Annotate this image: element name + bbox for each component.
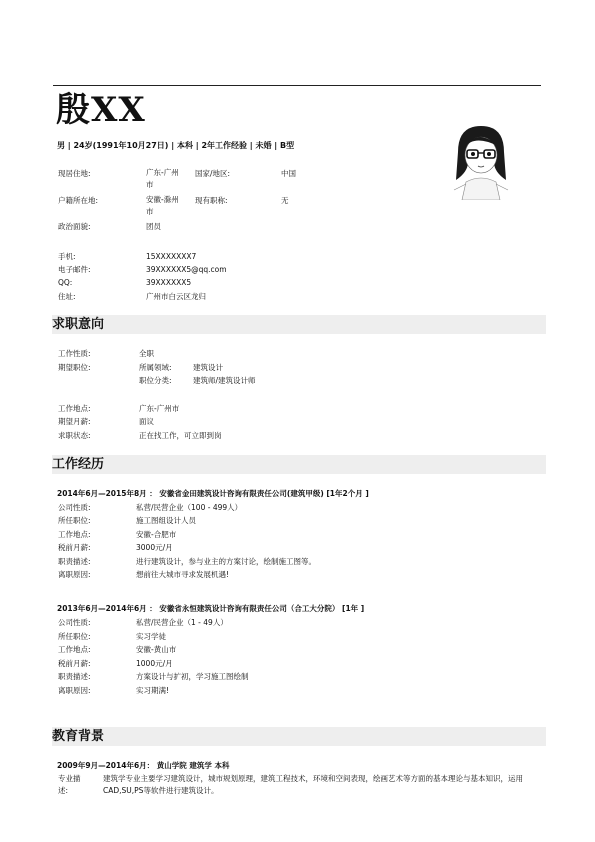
residence-label: 现居住地: (58, 169, 91, 178)
phone-label: 手机: (58, 252, 76, 261)
hukou-label: 户籍所在地: (58, 196, 99, 205)
expected-salary-label: 期望月薪: (58, 417, 91, 426)
work-type-value: 全职 (139, 349, 154, 358)
job-status-label: 求职状态: (58, 431, 91, 440)
work-type-label: 工作性质: (58, 349, 91, 358)
job-status-value: 正在找工作，可立即到岗 (139, 431, 222, 440)
job-salary-value: 1000元/月 (136, 659, 173, 668)
job-duty-value: 进行建筑设计，参与业主的方案讨论，绘制施工图等。 (136, 557, 316, 566)
job-position-label: 所任职位: (58, 516, 91, 525)
job-leave-value: 想前往大城市寻求发展机遇! (136, 570, 230, 579)
profile-summary: 男 | 24岁(1991年10月27日) | 本科 | 2年工作经验 | 未婚 | B型 (57, 141, 295, 150)
expected-salary-value: 面议 (139, 417, 154, 426)
residence-value: 广东-广州市 (146, 168, 179, 189)
section-work-experience (52, 455, 546, 474)
address-label: 住址: (58, 292, 76, 301)
email-value[interactable]: 39XXXXXX5@qq.com (146, 265, 227, 274)
politics-label: 政治面貌: (58, 222, 91, 231)
qq-value: 39XXXXXX5 (146, 278, 192, 287)
phone-value: 15XXXXXXX7 (146, 252, 197, 261)
job-leave-value: 实习期满! (136, 686, 170, 695)
professional-title-value: 无 (281, 196, 289, 205)
section-heading: 工作经历 (52, 457, 105, 472)
cartoon-girl-avatar-icon (454, 126, 508, 200)
country-value: 中国 (281, 169, 296, 178)
job-leave-label: 离职原因: (58, 686, 91, 695)
education-title: 2009年9月—2014年6月： 黄山学院 建筑学 本科 (57, 761, 230, 770)
country-label: 国家/地区: (195, 169, 231, 178)
professional-title-label: 现有职称: (195, 196, 228, 205)
job-location-label: 工作地点: (58, 645, 91, 654)
header-rule (53, 85, 541, 86)
section-education (52, 727, 546, 746)
politics-value: 团员 (146, 222, 161, 231)
section-job-intent (52, 315, 546, 334)
job-duty-label: 职责描述: (58, 557, 91, 566)
email-label: 电子邮件: (58, 265, 91, 274)
education-desc-label: 专业描述: (58, 774, 81, 795)
job-nature-value: 私营/民营企业（1 - 49人） (136, 618, 228, 627)
job-salary-value: 3000元/月 (136, 543, 173, 552)
job-location-value: 安徽-合肥市 (136, 530, 177, 539)
section-heading: 教育背景 (52, 729, 105, 744)
job-duty-label: 职责描述: (58, 672, 91, 681)
category-value: 建筑师/建筑设计师 (193, 376, 256, 385)
location-value: 广东-广州市 (139, 404, 180, 413)
job-duty-value: 方案设计与扩初，学习施工图绘制 (136, 672, 249, 681)
job-leave-label: 离职原因: (58, 570, 91, 579)
address-value: 广州市白云区龙归 (146, 292, 206, 301)
job-nature-label: 公司性质: (58, 503, 91, 512)
field-label: 所属领域: (139, 363, 172, 372)
job-nature-label: 公司性质: (58, 618, 91, 627)
category-label: 职位分类: (139, 376, 172, 385)
job-position-value: 实习学徒 (136, 632, 166, 641)
section-heading: 求职意向 (52, 317, 105, 332)
location-label: 工作地点: (58, 404, 91, 413)
education-desc-value: 建筑学专业主要学习建筑设计，城市规划原理，建筑工程技术，环境和空间表现，绘画艺术等方面的基本理论与基本知识，运用CAD,SU,PS等软件进行建筑设计。 (103, 774, 523, 795)
job-title: 2013年6月—2014年6月 ： 安徽省永恒建筑设计咨询有限责任公司（合工大分院） [1年 ] (57, 604, 365, 613)
job-location-label: 工作地点: (58, 530, 91, 539)
avatar (450, 122, 512, 200)
job-salary-label: 税前月薪: (58, 543, 91, 552)
job-salary-label: 税前月薪: (58, 659, 91, 668)
job-title: 2014年6月—2015年8月 ： 安徽省金田建筑设计咨询有限责任公司(建筑甲级) [1年2个月 ] (57, 489, 369, 498)
hukou-value: 安徽-滁州市 (146, 195, 179, 216)
desired-position-label: 期望职位: (58, 363, 91, 372)
field-value: 建筑设计 (193, 363, 223, 372)
job-nature-value: 私营/民营企业（100 - 499人） (136, 503, 243, 512)
job-position-label: 所任职位: (58, 632, 91, 641)
qq-label: QQ: (58, 278, 73, 287)
job-location-value: 安徽-黄山市 (136, 645, 177, 654)
candidate-name: 殷XX (56, 90, 146, 130)
job-position-value: 施工图组设计人员 (136, 516, 196, 525)
